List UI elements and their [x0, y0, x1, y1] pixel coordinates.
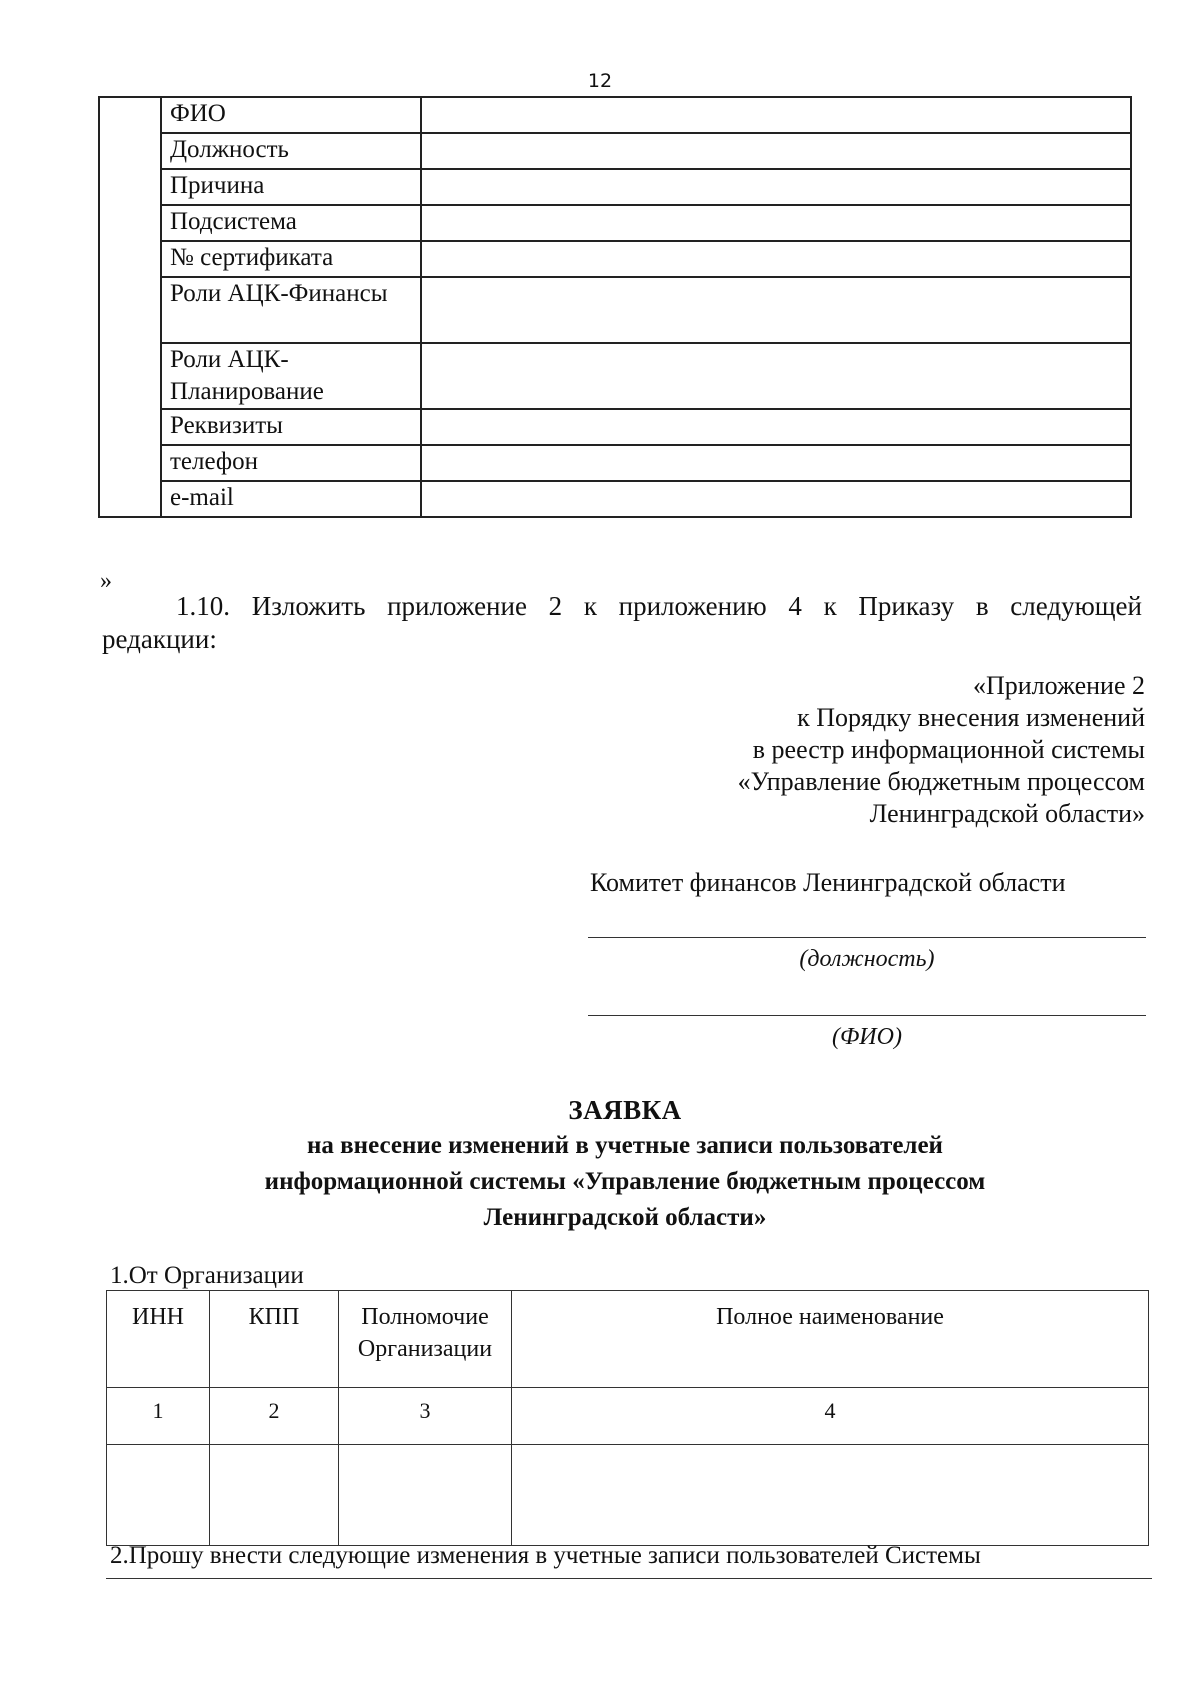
row-value-requisites[interactable]: [421, 409, 1131, 445]
table-row: [99, 205, 1131, 241]
table-row: [99, 241, 1131, 277]
title-main: ЗАЯВКА: [568, 1095, 682, 1125]
table-row: [99, 169, 1131, 205]
column-number-1: 1: [107, 1388, 210, 1445]
row-label-subsystem: Подсистема: [161, 205, 421, 241]
row-label-roles-finance: Роли АЦК-Финансы: [161, 277, 421, 343]
row-value-certificate[interactable]: [421, 241, 1131, 277]
table-row: [99, 277, 1131, 343]
user-details-table: [98, 96, 1132, 518]
row-value-email[interactable]: [421, 481, 1131, 517]
table-row: [99, 343, 1131, 409]
row-label-fio: ФИО: [161, 97, 421, 133]
cell-full-name[interactable]: [512, 1445, 1149, 1546]
appendix-header: [738, 670, 1145, 830]
paragraph-1-10: [102, 590, 1142, 656]
column-number-2: 2: [210, 1388, 339, 1445]
column-number-4: 4: [512, 1388, 1149, 1445]
row-value-fio[interactable]: [421, 97, 1131, 133]
table-row: [99, 133, 1131, 169]
name-signature-line[interactable]: [588, 1015, 1146, 1016]
row-value-position[interactable]: [421, 133, 1131, 169]
row-value-reason[interactable]: [421, 169, 1131, 205]
appendix-line-5: Ленинградской области»: [869, 799, 1145, 828]
row-value-roles-finance[interactable]: [421, 277, 1131, 343]
paragraph-line-2: редакции:: [102, 624, 217, 654]
column-header-full-name: Полное наименование: [512, 1291, 1149, 1388]
appendix-line-4: «Управление бюджетным процессом: [737, 767, 1145, 796]
table-row: [99, 481, 1131, 517]
row-label-certificate: № сертификата: [161, 241, 421, 277]
row-label-requisites: Реквизиты: [161, 409, 421, 445]
position-signature-line[interactable]: [588, 937, 1146, 938]
title-line-3: Ленинградской области»: [483, 1204, 767, 1231]
table-row: [99, 97, 1131, 133]
paragraph-line-1: 1.10. Изложить приложение 2 к приложению 4 к Приказу в следующей: [176, 591, 1142, 621]
cell-authority[interactable]: [339, 1445, 512, 1546]
committee-name: Комитет финансов Ленинградской области: [590, 868, 1066, 897]
name-caption: (ФИО): [832, 1024, 902, 1050]
row-label-email: e-mail: [161, 481, 421, 517]
column-number-3: 3: [339, 1388, 512, 1445]
section-2-heading: 2.Прошу внести следующие изменения в учетные записи пользователей Системы: [110, 1542, 981, 1569]
row-value-roles-planning[interactable]: [421, 343, 1131, 409]
table-row: [107, 1445, 1149, 1546]
column-header-kpp: КПП: [210, 1291, 339, 1388]
column-header-inn: ИНН: [107, 1291, 210, 1388]
table-row: [99, 409, 1131, 445]
cell-kpp[interactable]: [210, 1445, 339, 1546]
row-label-position: Должность: [161, 133, 421, 169]
appendix-line-1: «Приложение 2: [972, 671, 1145, 700]
document-title: [0, 1092, 1200, 1236]
row-value-subsystem[interactable]: [421, 205, 1131, 241]
title-line-2: информационной системы «Управление бюджетным процессом: [264, 1168, 986, 1195]
title-line-1: на внесение изменений в учетные записи пользователей: [307, 1132, 943, 1159]
row-label-roles-planning: Роли АЦК-Планирование: [161, 343, 421, 409]
appendix-line-3: в реестр информационной системы: [752, 735, 1145, 764]
page-number: 12: [587, 70, 613, 92]
organization-table: [106, 1290, 1149, 1546]
table-row: [107, 1388, 1149, 1445]
cell-inn[interactable]: [107, 1445, 210, 1546]
position-caption: (должность): [799, 946, 935, 972]
row-label-phone: телефон: [161, 445, 421, 481]
table-row: [107, 1291, 1149, 1388]
row-label-reason: Причина: [161, 169, 421, 205]
table-row: [99, 445, 1131, 481]
closing-quote: »: [100, 568, 112, 594]
column-header-authority: Полномочие Организации: [339, 1291, 512, 1388]
blank-column: [99, 97, 161, 517]
appendix-line-2: к Порядку внесения изменений: [797, 703, 1145, 732]
row-value-phone[interactable]: [421, 445, 1131, 481]
section-1-heading: 1.От Организации: [110, 1262, 304, 1289]
section-2-underline: [106, 1578, 1152, 1579]
